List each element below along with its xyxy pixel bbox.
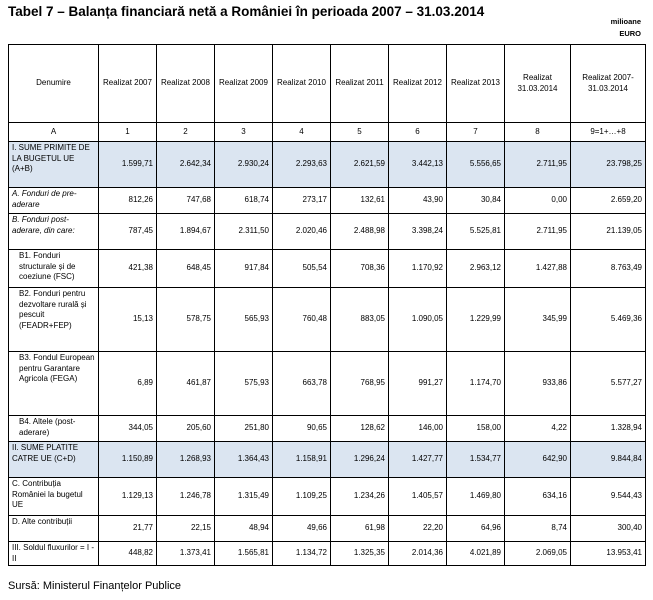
value-cell: 991,27 [389,352,447,416]
value-cell: 1.150,89 [99,442,157,478]
value-cell: 933,86 [505,352,571,416]
value-cell: 3.442,13 [389,142,447,188]
value-cell: 205,60 [157,416,215,442]
index-cell: 8 [505,123,571,142]
value-cell: 1.405,57 [389,478,447,516]
units-label: milioane EURO [610,17,641,38]
value-cell: 43,90 [389,188,447,214]
value-cell: 1.427,77 [389,442,447,478]
value-cell: 0,00 [505,188,571,214]
value-cell: 2.488,98 [331,214,389,250]
value-cell: 578,75 [157,288,215,352]
header-cell: Denumire [9,45,99,123]
index-cell: 9=1+…+8 [571,123,646,142]
value-cell: 2.311,50 [215,214,273,250]
value-cell: 5.525,81 [447,214,505,250]
row-label: A. Fonduri de pre-aderare [9,188,99,214]
value-cell: 48,94 [215,516,273,542]
value-cell: 1.268,93 [157,442,215,478]
value-cell: 883,05 [331,288,389,352]
value-cell: 1.134,72 [273,542,331,566]
value-cell: 505,54 [273,250,331,288]
row-label: B. Fonduri post-aderare, din care: [9,214,99,250]
value-cell: 2.642,34 [157,142,215,188]
table-row [9,288,646,352]
header-cell: Realizat 2008 [157,45,215,123]
value-cell: 9.544,43 [571,478,646,516]
value-cell: 3.398,24 [389,214,447,250]
value-cell: 1.158,91 [273,442,331,478]
value-cell: 344,05 [99,416,157,442]
table-row [9,250,646,288]
table-row [9,214,646,250]
value-cell: 1.315,49 [215,478,273,516]
value-cell: 2.963,12 [447,250,505,288]
value-cell: 30,84 [447,188,505,214]
header-cell: Realizat 31.03.2014 [505,45,571,123]
value-cell: 760,48 [273,288,331,352]
value-cell: 1.894,67 [157,214,215,250]
row-label: B4. Altele (post-aderare) [9,416,99,442]
value-cell: 2.711,95 [505,214,571,250]
value-cell: 23.798,25 [571,142,646,188]
financial-balance-table [8,44,646,566]
value-cell: 22,20 [389,516,447,542]
value-cell: 64,96 [447,516,505,542]
value-cell: 2.621,59 [331,142,389,188]
row-label: B3. Fondul European pentru Garantare Agricola (FEGA) [9,352,99,416]
index-cell: A [9,123,99,142]
value-cell: 1.296,24 [331,442,389,478]
value-cell: 1.565,81 [215,542,273,566]
value-cell: 1.229,99 [447,288,505,352]
header-cell: Realizat 2012 [389,45,447,123]
value-cell: 812,26 [99,188,157,214]
value-cell: 642,90 [505,442,571,478]
value-cell: 21,77 [99,516,157,542]
table-row [9,188,646,214]
table-title: Tabel 7 – Balanța financiară netă a României în perioada 2007 – 31.03.2014 [8,4,485,19]
row-label: I. SUME PRIMITE DE LA BUGETUL UE (A+B) [9,142,99,188]
value-cell: 5.577,27 [571,352,646,416]
value-cell: 146,00 [389,416,447,442]
value-cell: 768,95 [331,352,389,416]
value-cell: 1.090,05 [389,288,447,352]
value-cell: 128,62 [331,416,389,442]
value-cell: 22,15 [157,516,215,542]
table-row [9,478,646,516]
value-cell: 917,84 [215,250,273,288]
row-label: B2. Fonduri pentru dezvoltare rurală și pescuit (FEADR+FEP) [9,288,99,352]
value-cell: 1.427,88 [505,250,571,288]
value-cell: 565,93 [215,288,273,352]
index-cell: 5 [331,123,389,142]
index-cell: 4 [273,123,331,142]
table-row [9,142,646,188]
value-cell: 13.953,41 [571,542,646,566]
value-cell: 273,17 [273,188,331,214]
value-cell: 648,45 [157,250,215,288]
header-cell: Realizat 2007 [99,45,157,123]
header-cell: Realizat 2013 [447,45,505,123]
row-label: III. Soldul fluxurilor = I - II [9,542,99,566]
value-cell: 1.234,26 [331,478,389,516]
table-row [9,516,646,542]
value-cell: 15,13 [99,288,157,352]
index-cell: 1 [99,123,157,142]
index-cell: 2 [157,123,215,142]
value-cell: 132,61 [331,188,389,214]
value-cell: 49,66 [273,516,331,542]
value-cell: 708,36 [331,250,389,288]
value-cell: 251,80 [215,416,273,442]
value-cell: 448,82 [99,542,157,566]
value-cell: 663,78 [273,352,331,416]
value-cell: 4,22 [505,416,571,442]
value-cell: 1.364,43 [215,442,273,478]
value-cell: 461,87 [157,352,215,416]
table-row [9,352,646,416]
value-cell: 6,89 [99,352,157,416]
value-cell: 345,99 [505,288,571,352]
value-cell: 787,45 [99,214,157,250]
header-cell: Realizat 2007-31.03.2014 [571,45,646,123]
value-cell: 1.174,70 [447,352,505,416]
table-row [9,542,646,566]
index-cell: 3 [215,123,273,142]
row-label: B1. Fonduri structurale și de coeziune (FSC) [9,250,99,288]
table-row [9,416,646,442]
value-cell: 61,98 [331,516,389,542]
value-cell: 1.246,78 [157,478,215,516]
value-cell: 2.014,36 [389,542,447,566]
index-cell: 7 [447,123,505,142]
row-label: C. Contribuția României la bugetul UE [9,478,99,516]
source-note: Sursă: Ministerul Finanțelor Publice [8,580,182,592]
value-cell: 2.293,63 [273,142,331,188]
value-cell: 8.763,49 [571,250,646,288]
value-cell: 300,40 [571,516,646,542]
value-cell: 618,74 [215,188,273,214]
value-cell: 2.069,05 [505,542,571,566]
header-cell: Realizat 2009 [215,45,273,123]
value-cell: 8,74 [505,516,571,542]
value-cell: 1.170,92 [389,250,447,288]
value-cell: 1.328,94 [571,416,646,442]
row-label: II. SUME PLATITE CATRE UE (C+D) [9,442,99,478]
index-cell: 6 [389,123,447,142]
header-row [9,45,646,123]
value-cell: 1.109,25 [273,478,331,516]
value-cell: 2.930,24 [215,142,273,188]
value-cell: 5.469,36 [571,288,646,352]
table-row [9,442,646,478]
value-cell: 1.373,41 [157,542,215,566]
value-cell: 1.469,80 [447,478,505,516]
value-cell: 158,00 [447,416,505,442]
value-cell: 1.325,35 [331,542,389,566]
value-cell: 747,68 [157,188,215,214]
value-cell: 2.659,20 [571,188,646,214]
header-cell: Realizat 2011 [331,45,389,123]
value-cell: 4.021,89 [447,542,505,566]
value-cell: 21.139,05 [571,214,646,250]
value-cell: 5.556,65 [447,142,505,188]
row-label: D. Alte contribuții [9,516,99,542]
value-cell: 421,38 [99,250,157,288]
value-cell: 9.844,84 [571,442,646,478]
value-cell: 1.129,13 [99,478,157,516]
value-cell: 2.020,46 [273,214,331,250]
value-cell: 634,16 [505,478,571,516]
value-cell: 575,93 [215,352,273,416]
index-row [9,123,646,142]
value-cell: 2.711,95 [505,142,571,188]
value-cell: 1.599,71 [99,142,157,188]
value-cell: 1.534,77 [447,442,505,478]
value-cell: 90,65 [273,416,331,442]
header-cell: Realizat 2010 [273,45,331,123]
